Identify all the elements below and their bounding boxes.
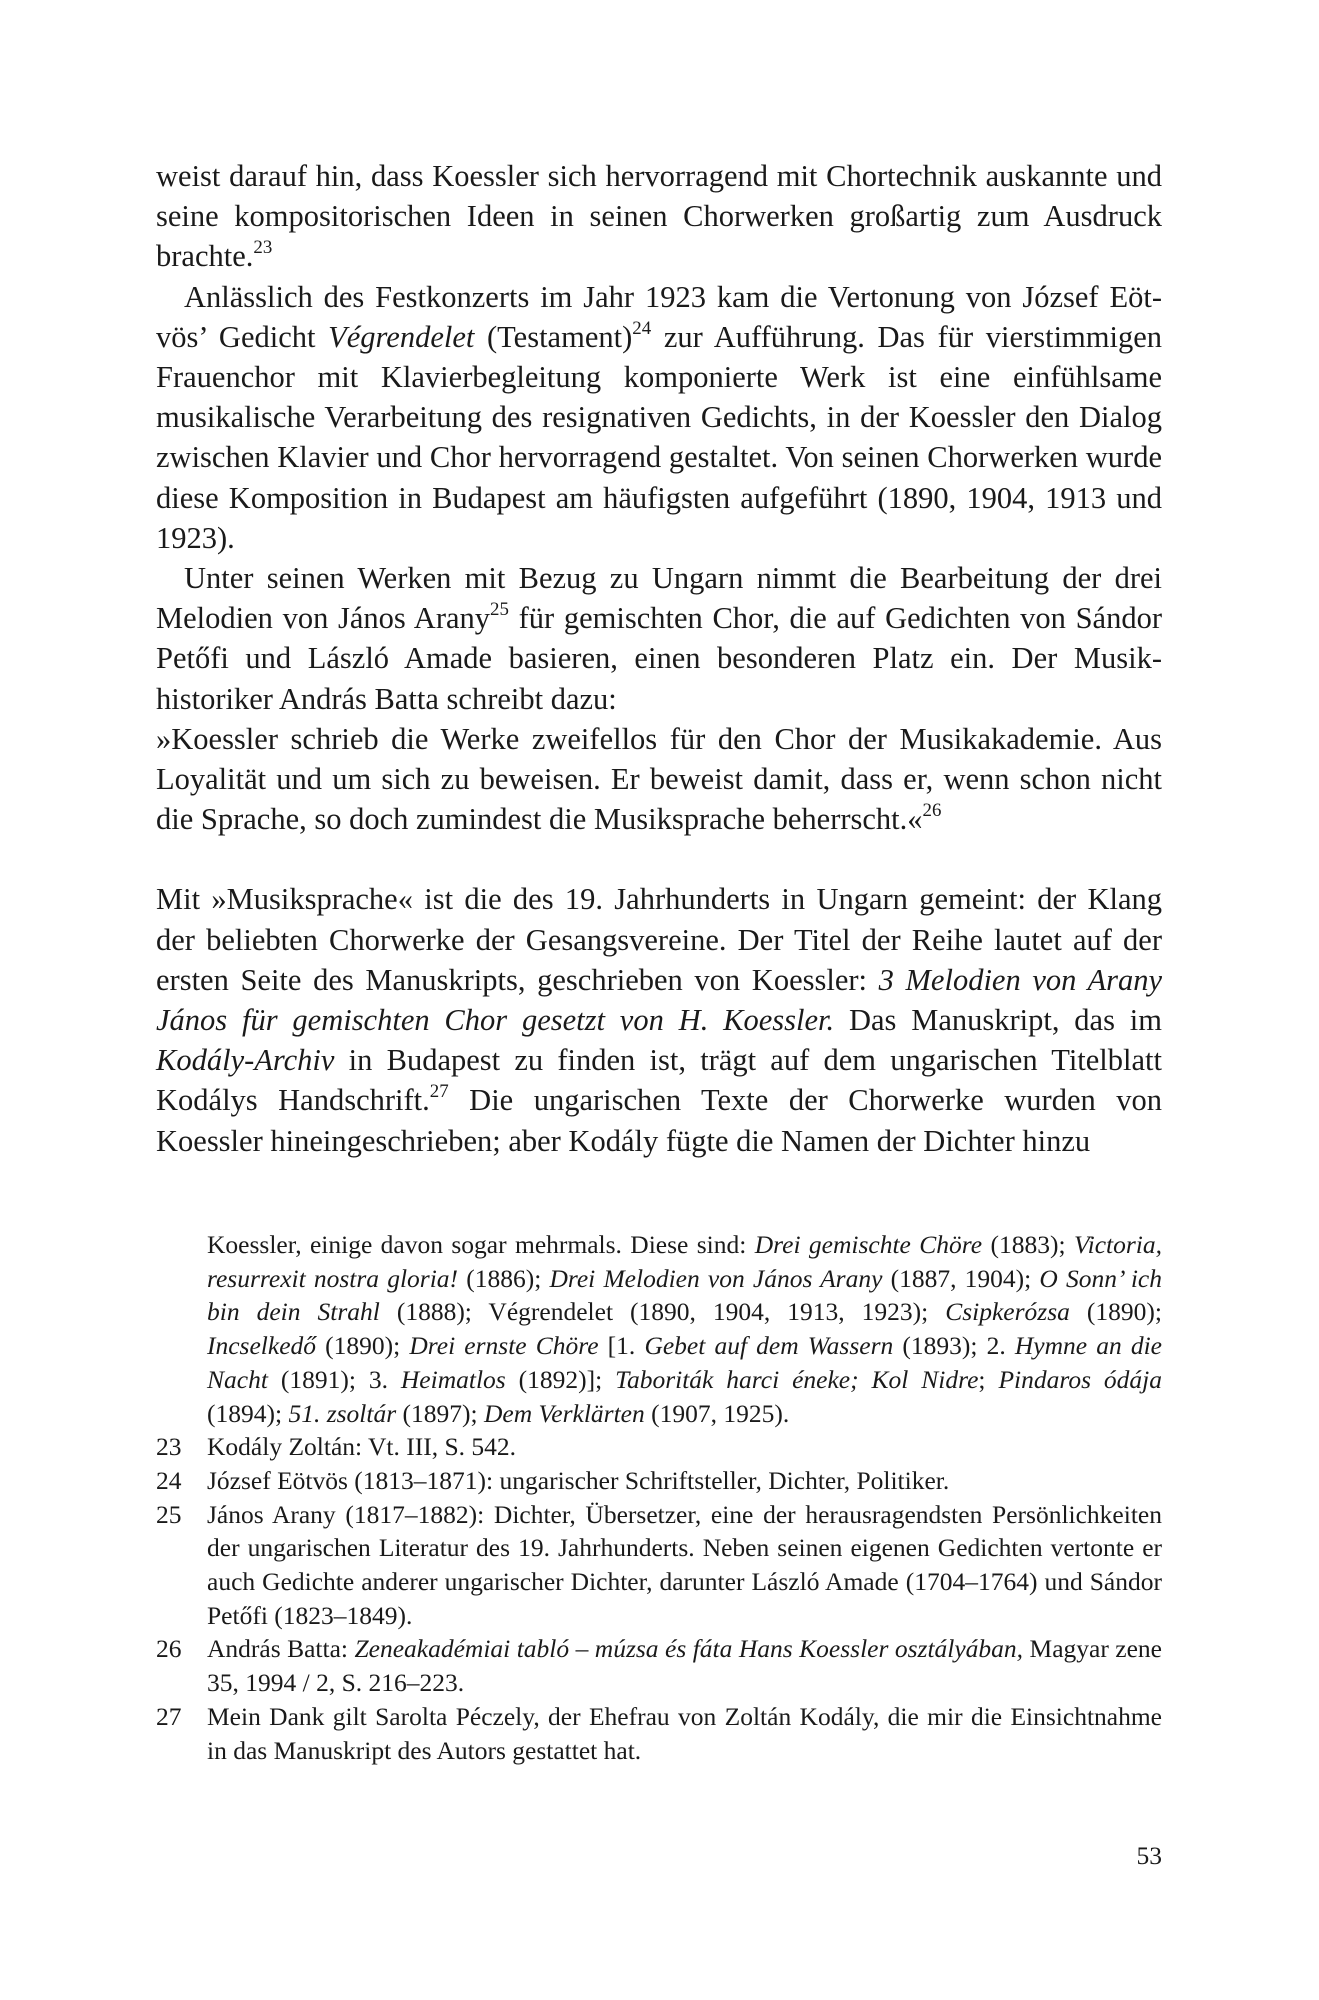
paragraph-text: zur Aufführung. Das für vierstimmigen Frauenchor mit Klavierbegleitung komponierte Werk ist eine einfühlsame musikalische Verarbeitung des resignativen Gedichts, in der Koessler den Dialog zwischen Klavier und Chor hervorragend gestaltet. Von seinen Chorwerken wurde diese Komposition in Budapest am häufigsten aufgeführt (1890, 1904, 1913 und 1923). — [156, 319, 1162, 555]
work-title: Csipkerózsa — [945, 1297, 1070, 1327]
work-title: Dem Verklärten — [483, 1398, 645, 1428]
footnotes — [156, 1228, 1162, 1767]
footnote-number: 24 — [156, 1465, 182, 1495]
archive-name: Kodály-Archiv — [156, 1043, 335, 1078]
paragraph-text: Das Manuskript, das im — [834, 1003, 1162, 1038]
footnote-23 — [156, 1430, 1162, 1464]
work-title: Incselkedő — [207, 1331, 317, 1361]
footnote-text: (1890); — [1069, 1297, 1162, 1327]
footnote-24 — [156, 1464, 1162, 1498]
paragraph-1 — [156, 156, 1162, 277]
work-title: 3 Melodien von Arany János für gemischten Chor gesetzt von H. Koessler. — [156, 962, 1163, 1038]
block-quote — [156, 719, 1162, 840]
footnote-text: ; — [978, 1364, 999, 1394]
footnote-text: (1888); Végrendelet (1890, 1904, 1913, 1923); — [379, 1297, 946, 1327]
work-title: Drei gemischte Chöre — [754, 1230, 983, 1259]
footnote-number: 26 — [156, 1634, 182, 1664]
paragraph-text: (Testament) — [474, 319, 633, 354]
paragraph-text: Anlässlich des Festkonzerts im Jahr 1923 kam die Vertonung von József Eötvös’ Gedicht — [156, 279, 1162, 354]
footnote-26 — [156, 1632, 1162, 1699]
work-title: Gebet auf dem Wassern — [644, 1331, 894, 1361]
footnote-ref-23: 23 — [253, 237, 273, 259]
paragraph-3 — [156, 558, 1162, 719]
work-title: Végrendelet — [328, 319, 475, 354]
work-title: Victoria, resurrexit nostra gloria! — [207, 1230, 1162, 1293]
work-title: Drei Melodien von János Arany — [549, 1263, 883, 1293]
footnote-text: Mein Dank gilt Sarolta Péczely, der Ehefrau von Zoltán Kodály, die mir die Einsichtnahme in das Manuskript des Autors gestattet hat. — [207, 1701, 1162, 1765]
paragraph-text: Mit »Musiksprache« ist die des 19. Jahrhunderts in Ungarn gemeint: der Klang der beliebten Chorwerke der Gesangsvereine. Der Titel der Reihe lautet auf der ersten Seite des Manuskripts, geschrieben von Koessler: — [156, 882, 1162, 997]
footnote-continuation — [207, 1228, 1162, 1430]
work-title: Taboriták harci éneke; Kol Nidre — [615, 1364, 979, 1394]
footnote-text: Koessler, einige davon sogar mehrmals. Diese sind: — [207, 1230, 755, 1259]
paragraph-text: in Budapest zu finden ist, trägt auf dem ungarischen Titelblatt Kodálys Handschrift. — [156, 1043, 1162, 1118]
paragraph-text: für gemischten Chor, die auf Gedichten von Sándor Petőfi und László Amade basieren, einen besonderen Platz ein. Der Musikhistoriker András Batta schreibt dazu: — [156, 601, 1162, 716]
main-text — [156, 156, 1162, 1161]
footnote-text: (1886); — [458, 1263, 550, 1293]
footnote-ref-25: 25 — [490, 599, 509, 621]
footnote-text: (1897); — [396, 1398, 484, 1428]
footnote-ref-27: 27 — [429, 1081, 449, 1103]
footnote-text: [1. — [598, 1331, 645, 1361]
footnote-text: (1890); — [316, 1331, 410, 1361]
footnote-text: Kodály Zoltán: Vt. III, S. 542. — [207, 1432, 517, 1462]
work-title: O Sonn’ ich bin dein Strahl — [207, 1263, 1162, 1327]
footnote-number: 27 — [156, 1701, 182, 1731]
footnote-text: (1883); — [982, 1230, 1074, 1259]
footnote-text: (1892)]; — [505, 1364, 616, 1394]
work-title: Heimatlos — [400, 1364, 506, 1394]
footnote-text: (1893); 2. — [893, 1331, 1015, 1361]
footnote-text-part: András Batta: — [207, 1634, 355, 1664]
footnote-number: 23 — [156, 1432, 182, 1462]
work-title: 51. zsoltár — [288, 1398, 397, 1428]
paragraph-2 — [156, 277, 1162, 558]
footnote-ref-24: 24 — [632, 317, 652, 339]
footnote-text: János Arany (1817–1882): Dichter, Übersetzer, eine der herausragendsten Persönlichkeiten der ungarischen Literatur des 19. Jahrhunderts. Neben seinen eigenen Gedichten vertonte er auch Gedichte anderer ungarischer Dichter, darunter László Amade (1704–1764) und Sándor Petőfi (1823–1849). — [207, 1499, 1162, 1630]
footnote-27 — [156, 1700, 1162, 1767]
footnote-text: József Eötvös (1813–1871): ungarischer Schriftsteller, Dichter, Politiker. — [207, 1465, 950, 1495]
footnote-ref-26: 26 — [922, 800, 942, 822]
footnote-text: (1894); — [207, 1398, 289, 1428]
paragraph-text: Die ungarischen Texte der Chorwerke wurden von Koessler hineingeschrieben; aber Kodály fügte die Namen der Dichter hinzu — [156, 1083, 1162, 1158]
work-title: Pindaros ódája — [998, 1364, 1163, 1394]
paragraph-4 — [156, 879, 1162, 1160]
footnote-25 — [156, 1498, 1162, 1633]
footnote-text: (1907, 1925). — [644, 1398, 790, 1428]
work-title: Drei ernste Chöre — [409, 1331, 599, 1361]
footnote-text — [207, 1632, 1162, 1699]
paragraph-text: weist darauf hin, dass Koessler sich hervorragend mit Chortechnik auskannte und seine kompositorischen Ideen in seinen Chorwerken großartig zum Ausdruck brachte. — [156, 159, 1162, 274]
paragraph-text: Unter seinen Werken mit Bezug zu Ungarn nimmt die Bearbeitung der drei Melodien von János Arany — [156, 561, 1162, 636]
footnote-text: (1891); 3. — [267, 1364, 401, 1394]
footnote-text-part: Magyar zene 35, 1994 / 2, S. 216–223. — [207, 1634, 1162, 1698]
work-title: Hymne an die Nacht — [207, 1331, 1163, 1394]
page-number: 53 — [1136, 1841, 1162, 1870]
quote-text: »Koessler schrieb die Werke zweifellos für den Chor der Musikakademie. Aus Loyalität und um sich zu beweisen. Er beweist damit, dass er, wenn schon nicht die Sprache, so doch zumindest die Musiksprache beherrscht.« — [156, 721, 1162, 837]
work-title: Zeneakadémiai tabló – múzsa és fáta Hans Koessler osztályában, — [354, 1634, 1024, 1664]
footnote-number: 25 — [156, 1499, 182, 1529]
footnote-text: (1887, 1904); — [882, 1263, 1040, 1293]
